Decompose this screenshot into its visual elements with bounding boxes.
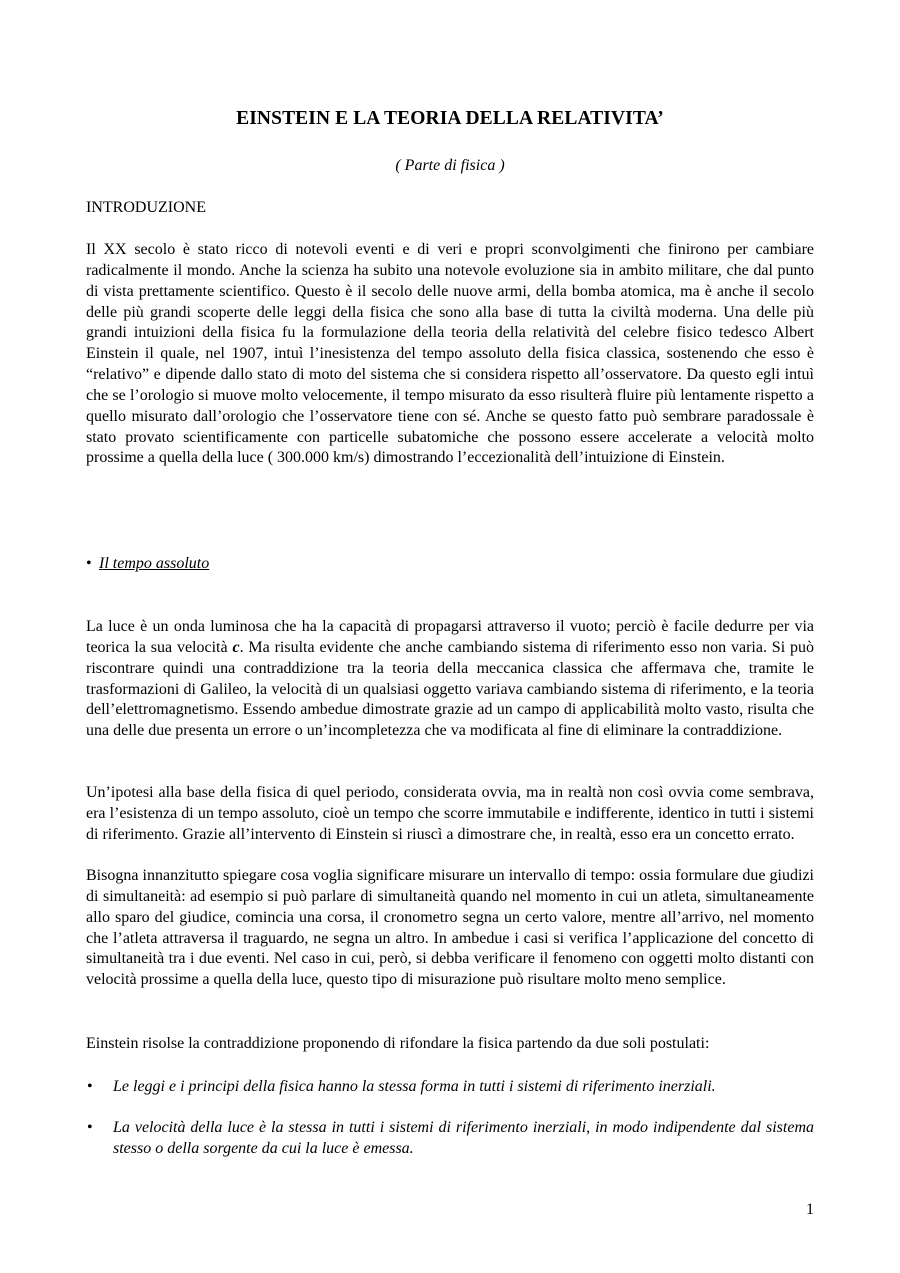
light-paragraph-after: . Ma risulta evidente che anche cambiando sistema di riferimento esso non varia. Si può riscontrare quindi una contraddizione tra la teoria della meccanica classica che affermava che, tramite le trasformazioni di Galileo, la velocità di un qualsiasi oggetto variava cambiando sistema di riferimento, e la teoria dell’elettromagnetismo. Essendo ambedue dimostrate grazie ad un campo di applicabilità molto vasto, risulta che una delle due presenta un errore o un’incompletezza che va modificata al fine di eliminare la contraddizione.	[86, 638, 814, 740]
page-number: 1	[806, 1201, 814, 1218]
bullet-icon: •	[87, 1078, 93, 1095]
bullet-icon: •	[87, 1118, 93, 1136]
light-speed-symbol: c	[232, 638, 240, 656]
section-title-tempo-assoluto	[86, 555, 209, 573]
hypothesis-paragraph: Un’ipotesi alla base della fisica di quel periodo, considerata ovvia, ma in realtà non così ovvia come sembrava, era l’esistenza di un tempo assoluto, cioè un tempo che scorre immutabile e indifferente, identico in tutti i sistemi di riferimento. Grazie all’intervento di Einstein si riuscì a dimostrare che, in realtà, esso era un concetto errato.	[86, 784, 814, 843]
document-subtitle: ( Parte di fisica )	[395, 157, 505, 174]
section-title-label: Il tempo assoluto	[99, 555, 210, 572]
postulates-list	[86, 1077, 814, 1160]
postulate-text: La velocità della luce è la stessa in tutti i sistemi di riferimento inerziali, in modo indipendente dal sistema stesso o della sorgente da cui la luce è emessa.	[113, 1118, 814, 1157]
document-title: EINSTEIN E LA TEORIA DELLA RELATIVITA’	[236, 108, 664, 129]
postulate-item	[86, 1077, 814, 1098]
bullet-icon: •	[86, 555, 92, 572]
intro-paragraph: Il XX secolo è stato ricco di notevoli eventi e di veri e propri sconvolgimenti che finirono per cambiare radicalmente il mondo. Anche la scienza ha subito una notevole evoluzione sia in ambito militare, che dal punto di vista prettamente scientifico. Questo è il secolo delle nuove armi, della bomba atomica, ma è anche il secolo delle più grandi scoperte delle leggi della fisica che sono alla base di tutta la civiltà moderna. Una delle più grandi intuizioni della fisica fu la formulazione della teoria della relatività del celebre fisico tedesco Albert Einstein il quale, nel 1907, intuì l’inesistenza del tempo assoluto della fisica classica, sostenendo che esso è “relativo” e dipende dallo stato di moto del sistema che si considera rispetto all’osservatore. Da questo egli intuì che se l’orologio si muove molto velocemente, il tempo misurato da esso risulterà fluire più lentamente rispetto a quello misurato dall’orologio che l’osservatore tiene con sé. Anche se questo fatto può sembrare paradossale è stato provato scientificamente con particelle subatomiche che possono essere accelerate a velocità molto prossime a quella della luce ( 300.000 km/s) dimostrando l’eccezionalità dell’intuizione di Einstein.	[86, 241, 814, 467]
postulate-text: Le leggi e i principi della fisica hanno la stessa forma in tutti i sistemi di riferimento inerziali.	[113, 1078, 716, 1095]
postulate-item	[86, 1118, 814, 1160]
light-paragraph-before: La luce è un onda luminosa che ha la capacità di propagarsi attraverso il vuoto; perciò è facile dedurre per via teorica la sua velocità	[86, 618, 814, 656]
einstein-postulates-intro: Einstein risolse la contraddizione proponendo di rifondare la fisica partendo da due soli postulati:	[86, 1035, 710, 1052]
light-paragraph	[86, 617, 814, 742]
section-heading-introduzione: INTRODUZIONE	[86, 199, 206, 216]
measure-paragraph: Bisogna innanzitutto spiegare cosa voglia significare misurare un intervallo di tempo: ossia formulare due giudizi di simultaneità: ad esempio si può parlare di simultaneità quando nel momento in cui un atleta, simultaneamente allo sparo del giudice, comincia una corsa, il cronometro segna un certo valore, mentre all’arrivo, nel momento che l’atleta attraversa il traguardo, ne segna un altro. In ambedue i casi si verifica l’applicazione del concetto di simultaneità tra i due eventi. Nel caso in cui, però, si debba verificare il fenomeno con oggetti molto distanti con velocità prossime a quella della luce, questo tipo di misurazione può risultare molto meno semplice.	[86, 867, 814, 989]
